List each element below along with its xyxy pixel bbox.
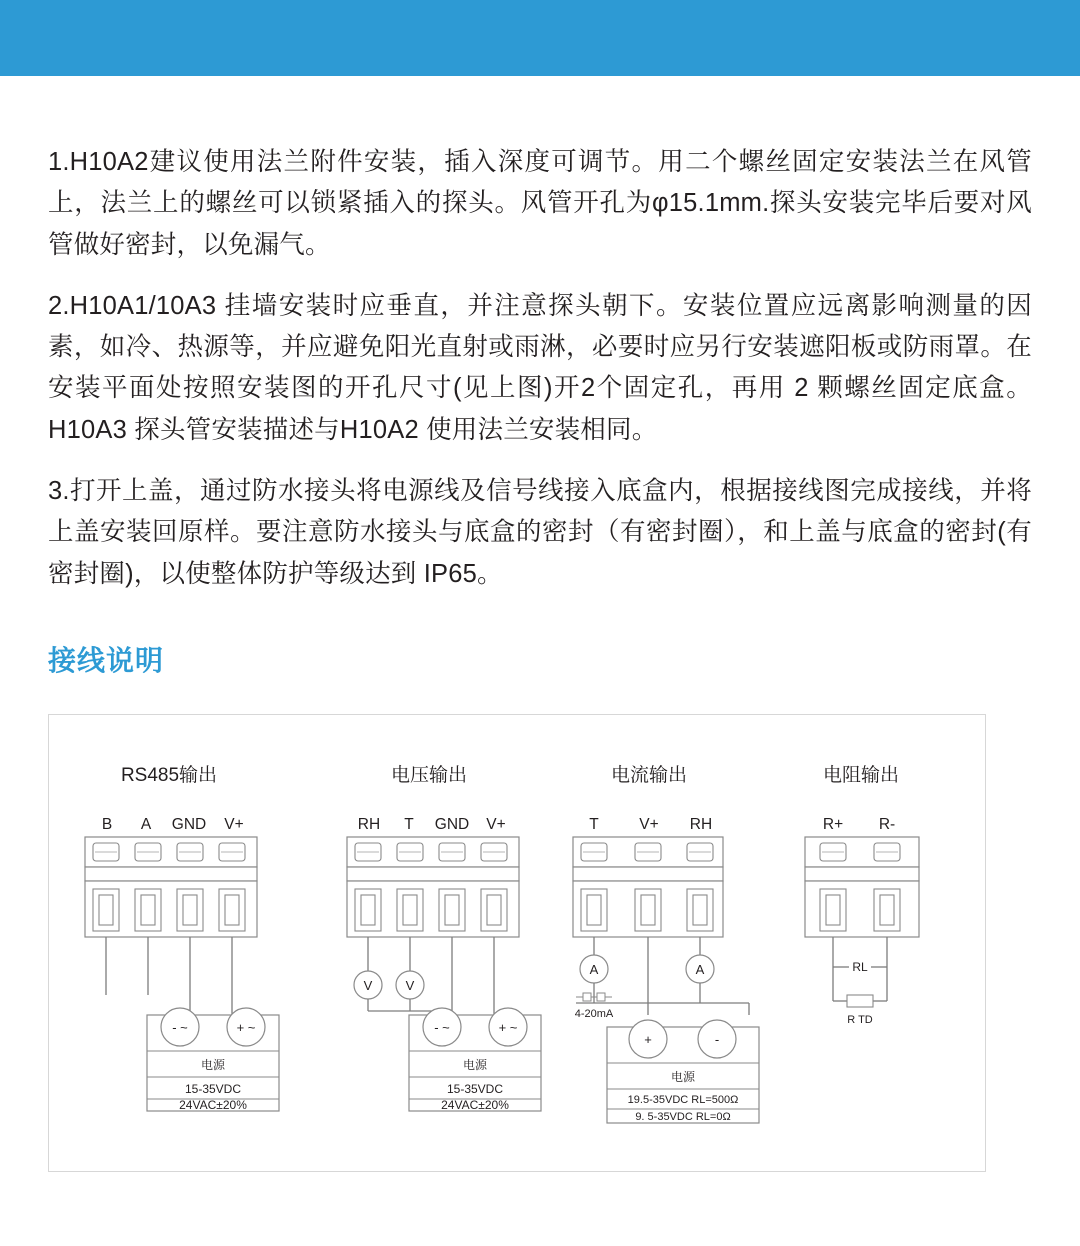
pin-label-rminus: R- — [878, 816, 896, 833]
voltmeter-2-label: V — [405, 978, 415, 993]
power-label-voltage: 电源 — [462, 1058, 488, 1072]
voltmeter-1-label: V — [363, 978, 373, 993]
pin-label-rh-v: RH — [357, 816, 381, 833]
power-terminal-positive-voltage: + ~ — [498, 1020, 518, 1035]
section-title-wiring: 接线说明 — [48, 644, 165, 676]
power-spec2-voltage: 24VAC±20% — [441, 1098, 509, 1112]
pin-label-gnd: GND — [171, 816, 207, 833]
pin-label-vplus-i: V+ — [639, 816, 659, 833]
instructions-content — [48, 142, 1032, 679]
pin-label-rh-i: RH — [689, 816, 713, 833]
power-terminal-positive-rs485: + ~ — [236, 1020, 256, 1035]
power-spec1-current: 19.5-35VDC RL=500Ω — [627, 1094, 739, 1106]
pin-label-rplus: R+ — [822, 816, 844, 833]
ammeter-1-label: A — [589, 962, 599, 977]
power-spec1-rs485: 15-35VDC — [184, 1082, 242, 1096]
pin-label-t-v: T — [404, 816, 414, 833]
pin-label-t-i: T — [589, 816, 599, 833]
pin-label-a: A — [140, 816, 152, 833]
group-title-current: 电流输出 — [610, 765, 688, 786]
wiring-diagram-panel — [48, 714, 986, 1172]
power-label-current: 电源 — [670, 1070, 696, 1084]
pin-label-vplus-v: V+ — [486, 816, 506, 833]
instruction-paragraph-1: 1.H10A2建议使用法兰附件安装，插入深度可调节。用二个螺丝固定安装法兰在风管上，法兰上的螺丝可以锁紧插入的探头。风管开孔为φ15.1mm.探头安装完毕后要对风管做好密封，以免漏气。 — [48, 148, 1032, 259]
power-spec2-rs485: 24VAC±20% — [179, 1098, 247, 1112]
pin-label-vplus: V+ — [224, 816, 244, 833]
power-label-rs485: 电源 — [200, 1058, 226, 1072]
diagram-group-rs485 — [85, 764, 279, 1112]
rtd-label: R TD — [847, 1014, 873, 1026]
header-band — [0, 0, 1080, 76]
power-terminal-negative-current: - — [714, 1032, 720, 1047]
diagram-group-resistance — [805, 764, 919, 1026]
diagram-group-current — [573, 764, 759, 1123]
current-range-label: 4-20mA — [574, 1008, 614, 1020]
diagram-group-voltage — [347, 764, 541, 1112]
power-spec1-voltage: 15-35VDC — [446, 1082, 504, 1096]
wiring-diagram-svg — [49, 715, 985, 1171]
power-terminal-negative-voltage: - ~ — [434, 1020, 450, 1035]
resistor-label-rl: RL — [852, 960, 868, 974]
group-title-rs485: RS485输出 — [120, 765, 218, 786]
pin-label-b: B — [101, 816, 113, 833]
power-terminal-positive-current: + — [644, 1032, 652, 1047]
ammeter-2-label: A — [695, 962, 705, 977]
group-title-resistance: 电阻输出 — [822, 765, 900, 786]
page-body — [0, 76, 1080, 1246]
group-title-voltage: 电压输出 — [390, 765, 468, 786]
instruction-paragraph-3: 3.打开上盖，通过防水接头将电源线及信号线接入底盒内，根据接线图完成接线，并将上盖安装回原样。要注意防水接头与底盒的密封（有密封圈），和上盖与底盒的密封(有密封圈)，以使整体防护等级达到 IP65。 — [48, 477, 1032, 588]
power-terminal-negative-rs485: - ~ — [172, 1020, 188, 1035]
power-spec2-current: 9. 5-35VDC RL=0Ω — [635, 1111, 731, 1123]
instruction-paragraph-2: 2.H10A1/10A3 挂墙安装时应垂直，并注意探头朝下。安装位置应远离影响测量的因素，如冷、热源等，并应避免阳光直射或雨淋，必要时应另行安装遮阳板或防雨罩。在安装平面处按照安装图的开孔尺寸(见上图)开2个固定孔，再用 2 颗螺丝固定底盒。H10A3 探头管安装描述与H10A2 使用法兰安装相同。 — [48, 291, 1032, 444]
pin-label-gnd-v: GND — [434, 816, 470, 833]
